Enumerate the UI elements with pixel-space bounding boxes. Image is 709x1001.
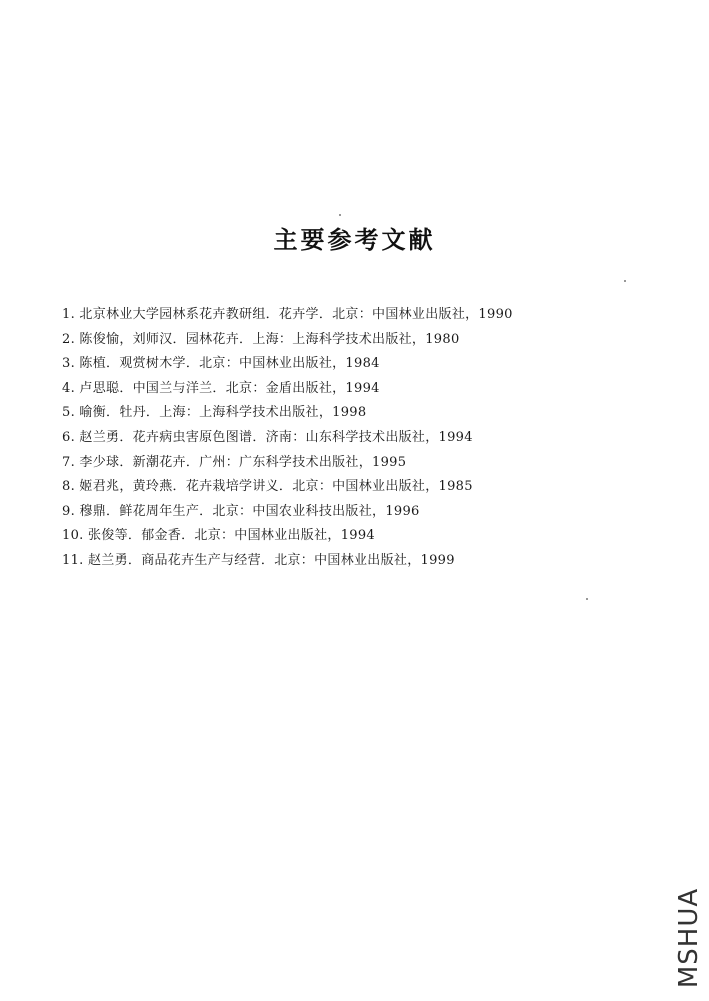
reference-item: 5. 喻衡．牡丹．上海：上海科学技术出版社，1998: [62, 405, 367, 421]
watermark-text: MSHUA: [674, 887, 704, 988]
reference-item: 4. 卢思聪．中国兰与洋兰．北京：金盾出版社，1994: [62, 380, 380, 396]
reference-item: 8. 姬君兆，黄玲燕．花卉栽培学讲义．北京：中国林业出版社，1985: [62, 479, 473, 495]
reference-list: [62, 303, 662, 574]
scan-speck: [339, 214, 341, 216]
reference-item: 10. 张俊等．郁金香．北京：中国林业出版社，1994: [62, 528, 375, 544]
reference-item: 6. 赵兰勇．花卉病虫害原色图谱．济南：山东科学技术出版社，1994: [62, 429, 473, 445]
reference-item: 9. 穆鼎．鲜花周年生产．北京：中国农业科技出版社，1996: [62, 503, 420, 519]
reference-item: 7. 李少球．新潮花卉．广州：广东科学技术出版社，1995: [62, 454, 407, 470]
reference-item: 2. 陈俊愉，刘师汉．园林花卉．上海：上海科学技术出版社，1980: [62, 331, 460, 347]
scan-speck: [624, 280, 626, 282]
reference-item: 3. 陈植．观赏树木学．北京：中国林业出版社，1984: [62, 356, 380, 372]
watermark: [671, 885, 707, 990]
scan-speck: [586, 598, 588, 600]
page-title: 主要参考文献: [273, 225, 436, 254]
reference-item: 11. 赵兰勇．商品花卉生产与经营．北京：中国林业出版社，1999: [62, 552, 455, 568]
reference-item: 1. 北京林业大学园林系花卉教研组．花卉学．北京：中国林业出版社，1990: [62, 307, 513, 322]
